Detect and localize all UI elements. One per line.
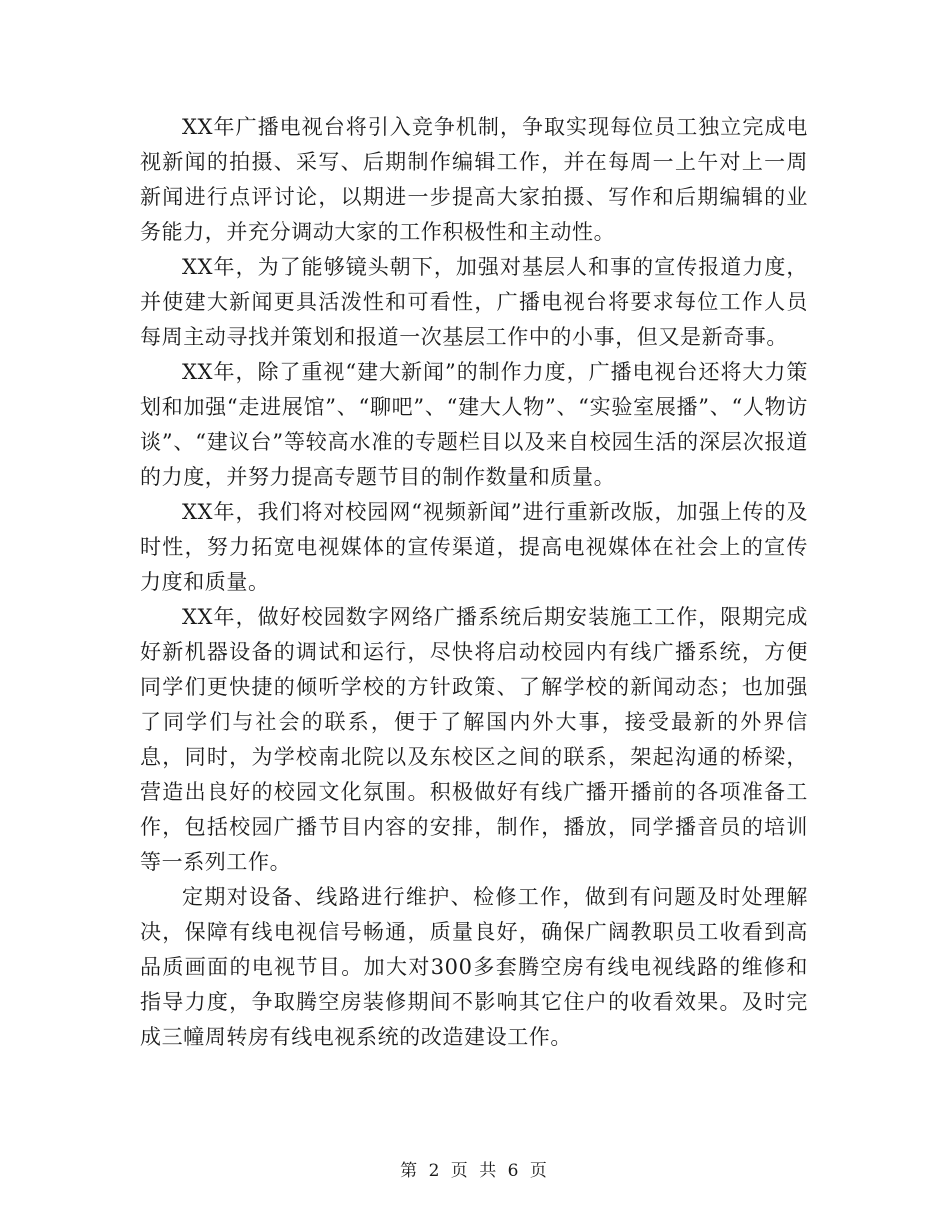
paragraph-3: XX年，除了重视“建大新闻”的制作力度，广播电视台还将大力策划和加强“走进展馆”、“聊吧”、“建大人物”、“实验室展播”、“人物访谈”、“建议台”等较高水准的专题栏目以及来自校园生活的深层次报道的力度，并努力提高专题节目的制作数量和质量。 bbox=[140, 360, 808, 489]
document-body bbox=[140, 110, 808, 1055]
page-number-footer: 第 2 页 共 6 页 bbox=[400, 1161, 550, 1181]
paragraph-5: XX年，做好校园数字网络广播系统后期安装施工工作，限期完成好新机器设备的调试和运行，尽快将启动校园内有线广播系统，方便同学们更快捷的倾听学校的方针政策、了解学校的新闻动态；也加强了同学们与社会的联系，便于了解国内外大事，接受最新的外界信息，同时，为学校南北院以及东校区之间的联系，架起沟通的桥梁，营造出良好的校园文化氛围。积极做好有线广播开播前的各项准备工作，包括校园广播节目内容的安排，制作，播放，同学播音员的培训等一系列工作。 bbox=[140, 605, 808, 874]
paragraph-4: XX年，我们将对校园网“视频新闻”进行重新改版，加强上传的及时性，努力拓宽电视媒体的宣传渠道，提高电视媒体在社会上的宣传力度和质量。 bbox=[140, 500, 808, 594]
paragraph-2: XX年，为了能够镜头朝下，加强对基层人和事的宣传报道力度，并使建大新闻更具活泼性和可看性，广播电视台将要求每位工作人员每周主动寻找并策划和报道一次基层工作中的小事，但又是新奇事。 bbox=[140, 255, 808, 349]
paragraph-6: 定期对设备、线路进行维护、检修工作，做到有问题及时处理解决，保障有线电视信号畅通，质量良好，确保广阔教职员工收看到高品质画面的电视节目。加大对300多套腾空房有线电视线路的维修和指导力度，争取腾空房装修期间不影响其它住户的收看效果。及时完成三幢周转房有线电视系统的改造建设工作。 bbox=[140, 885, 808, 1049]
paragraph-1: XX年广播电视台将引入竞争机制，争取实现每位员工独立完成电视新闻的拍摄、采写、后期制作编辑工作，并在每周一上午对上一周新闻进行点评讨论，以期进一步提高大家拍摄、写作和后期编辑的业务能力，并充分调动大家的工作积极性和主动性。 bbox=[140, 115, 808, 244]
